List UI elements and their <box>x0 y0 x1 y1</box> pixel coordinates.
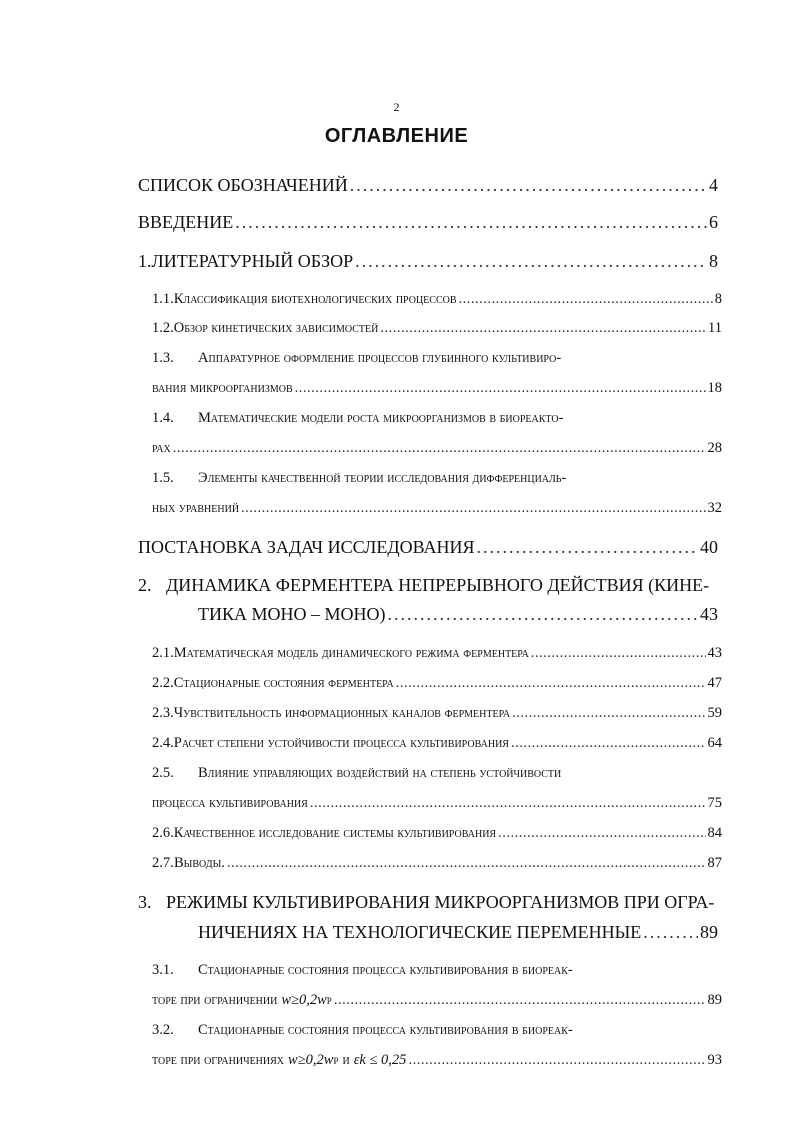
toc-label: рах <box>152 440 171 456</box>
formula: w≥0,2w <box>281 992 327 1008</box>
toc-entry-chapter-2-cont[interactable] <box>198 604 718 625</box>
toc-number: 1.5. <box>152 470 174 486</box>
formula: εk ≤ 0,25 <box>353 1052 407 1068</box>
toc-entry-2-7[interactable] <box>152 855 722 872</box>
toc-entry-2-4[interactable] <box>152 735 722 752</box>
toc-number: 2. <box>138 575 152 595</box>
toc-label: Математическая модель динамического режима ферментера <box>173 645 529 661</box>
toc-label: ДИНАМИКА ФЕРМЕНТЕРА НЕПРЕРЫВНОГО ДЕЙСТВИЯ (КИНЕ- <box>166 575 710 595</box>
formula-connector: и <box>342 1052 350 1068</box>
toc-label: ЛИТЕРАТУРНЫЙ ОБЗОР <box>151 251 354 271</box>
toc-number: 2.3. <box>152 705 174 721</box>
toc-page: 40 <box>700 537 718 557</box>
dot-leader <box>498 825 705 842</box>
toc-label: Классификация биотехнологических процессов <box>173 291 457 307</box>
toc-number: 2.4. <box>152 735 174 751</box>
toc-number: 1.4. <box>152 410 174 426</box>
formula: w≥0,2w <box>288 1052 334 1068</box>
toc-entry-2-6[interactable] <box>152 825 722 842</box>
toc-label: Стационарные состояния процесса культивирования в биореак- <box>198 1022 573 1038</box>
toc-label: Чувствительность информационных каналов ферментера <box>173 705 511 721</box>
toc-label: вания микроорганизмов <box>152 380 293 396</box>
toc-page: 47 <box>707 675 722 691</box>
toc-entry-notations[interactable] <box>138 175 718 196</box>
dot-leader <box>334 992 706 1009</box>
dot-leader <box>173 440 706 457</box>
toc-entry-chapter-3[interactable] <box>138 892 718 913</box>
toc-page: 89 <box>700 922 718 942</box>
toc-label: ТИКА МОНО – МОНО) <box>198 604 386 624</box>
toc-number: 2.6. <box>152 825 174 841</box>
dot-leader <box>388 604 699 625</box>
toc-entry-1-3[interactable] <box>152 350 722 367</box>
toc-number: 3.1. <box>152 962 174 978</box>
toc-label: процесса культивирования <box>152 795 308 811</box>
toc-label: НИЧЕНИЯХ НА ТЕХНОЛОГИЧЕСКИЕ ПЕРЕМЕННЫЕ <box>198 922 642 942</box>
toc-label: торе при ограничениях <box>152 1052 285 1068</box>
toc-label: торе при ограничении <box>152 992 278 1008</box>
toc-number: 2.1. <box>152 645 174 661</box>
toc-entry-1-5[interactable] <box>152 470 722 487</box>
toc-label: РЕЖИМЫ КУЛЬТИВИРОВАНИЯ МИКРООРГАНИЗМОВ ПРИ ОГРА- <box>166 892 715 912</box>
toc-label: Расчет степени устойчивости процесса культивирования <box>173 735 509 751</box>
toc-entry-1-1[interactable] <box>152 291 722 308</box>
toc-number: 2.7. <box>152 855 174 871</box>
toc-page: 93 <box>707 1052 722 1068</box>
toc-page: 4 <box>709 175 718 195</box>
dot-leader <box>350 175 707 196</box>
toc-label: Математические модели роста микроорганизмов в биореакто- <box>198 410 564 426</box>
toc-number: 3.2. <box>152 1022 174 1038</box>
toc-page: 11 <box>708 320 722 336</box>
toc-entry-3-2[interactable] <box>152 1022 722 1039</box>
dot-leader <box>235 212 707 233</box>
toc-entry-chapter-1[interactable] <box>138 251 718 272</box>
toc-entry-problem-statement[interactable] <box>138 537 718 558</box>
toc-label: ных уравнений <box>152 500 240 516</box>
toc-number: 3. <box>138 892 152 912</box>
dot-leader <box>295 380 706 397</box>
toc-label: СПИСОК ОБОЗНАЧЕНИЙ <box>138 175 348 195</box>
dot-leader <box>531 645 706 662</box>
dot-leader <box>512 705 705 722</box>
toc-label: ПОСТАНОВКА ЗАДАЧ ИССЛЕДОВАНИЯ <box>138 537 475 557</box>
dot-leader <box>355 251 707 272</box>
toc-entry-3-1[interactable] <box>152 962 722 979</box>
formula-superscript: P <box>333 1056 339 1066</box>
toc-page: 32 <box>707 500 722 516</box>
toc-page: 43 <box>707 645 722 661</box>
dot-leader <box>408 1052 705 1069</box>
dot-leader <box>511 735 706 752</box>
toc-number: 2.2. <box>152 675 174 691</box>
dot-leader <box>396 675 706 692</box>
toc-page: 43 <box>700 604 718 624</box>
formula-superscript: P <box>326 996 332 1006</box>
toc-label: Выводы. <box>173 855 225 871</box>
toc-page: 8 <box>714 291 722 307</box>
toc-label: Стационарные состояния ферментера <box>173 675 394 691</box>
toc-page: 75 <box>707 795 722 811</box>
toc-entry-2-2[interactable] <box>152 675 722 692</box>
toc-number: 1.2. <box>152 320 174 336</box>
toc-number: 1.3. <box>152 350 174 366</box>
toc-number: 1.1. <box>152 291 174 307</box>
document-title: ОГЛАВЛЕНИЕ <box>324 125 469 147</box>
toc-entry-chapter-2[interactable] <box>138 575 718 596</box>
toc-label: Стационарные состояния процесса культивирования в биореак- <box>198 962 573 978</box>
toc-entry-2-1[interactable] <box>152 645 722 662</box>
toc-entry-1-5-cont[interactable] <box>152 500 722 517</box>
toc-label: ВВЕДЕНИЕ <box>138 212 234 232</box>
toc-entry-3-2-cont[interactable] <box>152 1052 722 1069</box>
toc-label: Обзор кинетических зависимостей <box>173 320 379 336</box>
dot-leader <box>380 320 706 337</box>
toc-page: 89 <box>707 992 722 1008</box>
dot-leader <box>241 500 705 517</box>
toc-entry-1-3-cont[interactable] <box>152 380 722 397</box>
toc-page: 84 <box>707 825 722 841</box>
toc-number: 1. <box>138 251 152 271</box>
toc-entry-1-4-cont[interactable] <box>152 440 722 457</box>
toc-page: 8 <box>709 251 718 271</box>
dot-leader <box>643 922 698 943</box>
toc-number: 2.5. <box>152 765 174 781</box>
toc-page: 64 <box>707 735 722 751</box>
toc-page: 28 <box>707 440 722 456</box>
toc-entry-chapter-3-cont[interactable] <box>198 922 718 943</box>
toc-label: Влияние управляющих воздействий на степень устойчивости <box>198 765 562 781</box>
toc-entry-2-3[interactable] <box>152 705 722 722</box>
toc-entry-2-5[interactable] <box>152 765 722 782</box>
toc-entry-1-2[interactable] <box>152 320 722 337</box>
page-number: 2 <box>393 100 400 114</box>
toc-page: 18 <box>707 380 722 396</box>
dot-leader <box>477 537 698 558</box>
toc-entry-3-1-cont[interactable] <box>152 992 722 1009</box>
toc-entry-2-5-cont[interactable] <box>152 795 722 812</box>
toc-page: 87 <box>707 855 722 871</box>
toc-page: 6 <box>709 212 718 232</box>
dot-leader <box>459 291 713 308</box>
dot-leader <box>227 855 706 872</box>
toc-label: Аппаратурное оформление процессов глубинного культивиро- <box>198 350 562 366</box>
toc-label: Качественное исследование системы культивирования <box>173 825 497 841</box>
toc-label: Элементы качественной теории исследования дифференциаль- <box>198 470 567 486</box>
toc-entry-introduction[interactable] <box>138 212 718 233</box>
toc-page: 59 <box>707 705 722 721</box>
dot-leader <box>310 795 706 812</box>
toc-entry-1-4[interactable] <box>152 410 722 427</box>
